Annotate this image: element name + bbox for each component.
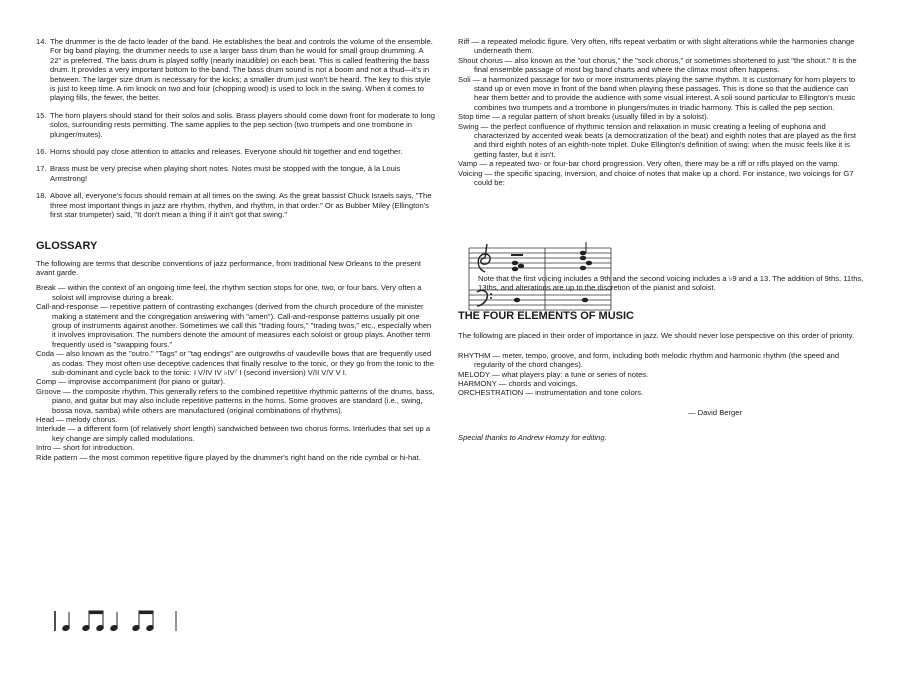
- left-column: [36, 0, 436, 462]
- glossary-entry: Coda — also known as the "outro." "Tags" or "tag endings" are outgrowths of vaudeville bows that are frequently used as codas. They most often use deceptive cadences that finally resolve to the tonic, or they go from the tonic to the sub-dominant and cycle back to the tonic: I V/IV IV ♭IV⁷ I (second inversion) V/II V/V V I.: [36, 349, 434, 377]
- glossary-entry: Swing — the perfect confluence of rhythmic tension and relaxation in music creating a feeling of euphoria and characterized by accented weak beats (a democratization of the beat) and eighth notes that are played as the first and third eighth notes of an eighth-note triplet. Duke Ellington's definition of swing: when the music feels like it is getting faster, but it isn't.: [458, 121, 857, 159]
- glossary-title: GLOSSARY: [36, 239, 98, 252]
- glossary-intro: The following are terms that describe conventions of jazz performance, from traditional New Orleans to the present avant garde.: [36, 258, 421, 277]
- g7-voicings-staff: [465, 240, 615, 322]
- glossary-entry: Call-and-response — repetitive pattern of contrasting exchanges (derived from the church procedure of the minister making a statement and the congregation answering with "amen"). Call-and-response patterns usually pit one group of instruments against another. Sometimes we call this "trading fours," "trading twos," etc., especially when it involves improvisation. The numbers denote the amount of measures each soloist or group plays. Another term frequently used is "swapping fours.": [36, 302, 432, 349]
- numbered-item: [36, 147, 436, 156]
- element-entry: ORCHESTRATION — instrumentation and tone colors.: [458, 388, 644, 398]
- bass-clef-icon: [477, 290, 487, 306]
- glossary-entry: Soli — a harmonized passage for two or more instruments playing the same rhythm. It is customary for horn players to stand up or even move in front of the band when playing these passages. This is done so that the audience can hear them better and to provide the audience with some visual interest. A soli sound particular to Ellington's music combines two trumpets and a trombone in plungers/mutes in triadic harmony. This is called the pep section.: [458, 74, 856, 112]
- glossary-entry: Ride pattern — the most common repetitive figure played by the drummer's right hand on the ride cymbal or hi-hat.: [36, 452, 421, 462]
- glossary-entry: Groove — the composite rhythm. This generally refers to the combined repetitive rhythmic patterns of the drums, bass, piano, and guitar but may also include repetitive patterns in the horns. Some grooves are standard (i.e., swing, bossa nova, samba) while others are manufactured (original combinations of rhythms).: [36, 386, 435, 415]
- element-entry: MELODY — what players play: a tune or series of notes.: [458, 369, 649, 379]
- element-entry: HARMONY — chords and voicings.: [458, 378, 578, 388]
- item-number: 14.: [36, 37, 47, 46]
- author-signature: — David Berger: [687, 407, 742, 417]
- numbered-item: [36, 37, 436, 103]
- item-text: The horn players should stand for their solos and solis. Brass players should come down front for moderate to long solos, surrounding rests permitting. The same applies to the pep section (two trumpets and one trombone in plunger/mutes).: [50, 110, 435, 139]
- glossary-entry: Stop time — a regular pattern of short breaks (usually filled in by a soloist).: [458, 112, 709, 122]
- item-text: The drummer is the de facto leader of the band. He establishes the beat and controls the volume of the ensemble. For big band playing, the drummer needs to use a larger bass drum than he would for small group drumming. A 22" is preferred. The bass drum is played softly (nearly inaudible) on each beat. This is called feathering the bass drum. It provides a very important bottom to the band. The bass drum sound is not a boom and not a thud—it's in between. The larger size drum is necessary for the kicks; a smaller drum just won't be heard. The key to this style is just to keep time. A rim knock on two and four (chopping wood) is used to lock in the swing. When it comes to playing fills, the fewer, the better.: [50, 37, 433, 103]
- item-number: 18.: [36, 191, 47, 201]
- item-text: Brass must be very precise when playing short notes. Notes must be stopped with the tongue, à la Louis Armstrong!: [50, 164, 401, 183]
- acknowledgement: Special thanks to Andrew Homzy for editing.: [458, 433, 607, 443]
- item-text: Above all, everyone's focus should remain at all times on the swing. As the great bassist Chuck Israels says, "The three most important things in jazz are rhythm, rhythm, and rhythm, in that order." Or as Bubber Miley (Ellington's first star trumpeter) said, "It don't mean a thing if it ain't got that swing.": [50, 191, 432, 220]
- glossary-entry: Shout chorus — also known as the "out chorus," the "sock chorus," or sometimes shortened to just "the shout." It is the final ensemble passage of most big band charts and where the climax most often happens.: [458, 55, 857, 75]
- item-number: 15.: [36, 110, 47, 120]
- numbered-item: [36, 191, 436, 219]
- glossary-entry: Riff — a repeated melodic figure. Very often, riffs repeat verbatim or with slight alterations while the harmonies change underneath them.: [458, 37, 855, 56]
- glossary-entry: Intro — short for introduction.: [36, 443, 135, 453]
- voicing-note: Note that the first voicing includes a 9th and the second voicing includes a ♭9 and a 13. The addition of 9ths, 11ths, 13ths, and alterations are up to the discretion of the pianist and soloist.: [478, 273, 864, 292]
- item-number: 17.: [36, 164, 47, 174]
- glossary-entry: Voicing — the specific spacing, inversion, and choice of notes that make up a chord. For instance, two voicings for G7 could be:: [458, 168, 854, 188]
- glossary-entry: Vamp — a repeated two- or four-bar chord progression. Very often, there may be a riff or riffs played on the vamp.: [458, 159, 840, 169]
- ride-pattern-notation: [52, 608, 182, 634]
- right-column: [458, 0, 864, 443]
- glossary-entry: Comp — improvise accompaniment (for piano or guitar).: [36, 377, 226, 387]
- element-entry: RHYTHM — meter, tempo, groove, and form, including both melodic rhythm and harmonic rhythm (the speed and regularity of the chord changes).: [458, 350, 840, 370]
- item-number: 16.: [36, 147, 47, 157]
- four-elements-intro: The following are placed in their order of importance in jazz. We should never lose perspective on this order of priority.: [458, 331, 855, 341]
- item-text: Horns should pay close attention to attacks and releases. Everyone should hit together and end together.: [50, 147, 403, 157]
- numbered-item: [36, 111, 436, 139]
- glossary-entry: Interlude — a different form (of relatively short length) sandwiched between two chorus forms. Interludes that set up a key change are simply called modulations.: [36, 424, 431, 443]
- four-elements-title: THE FOUR ELEMENTS OF MUSIC: [458, 310, 634, 323]
- numbered-item: [36, 164, 436, 183]
- glossary-entry: Break — within the context of an ongoing time feel, the rhythm section stops for one, two, or four bars. Very often a soloist will improvise during a break.: [36, 283, 422, 302]
- glossary-entry: Head — melody chorus.: [36, 415, 118, 424]
